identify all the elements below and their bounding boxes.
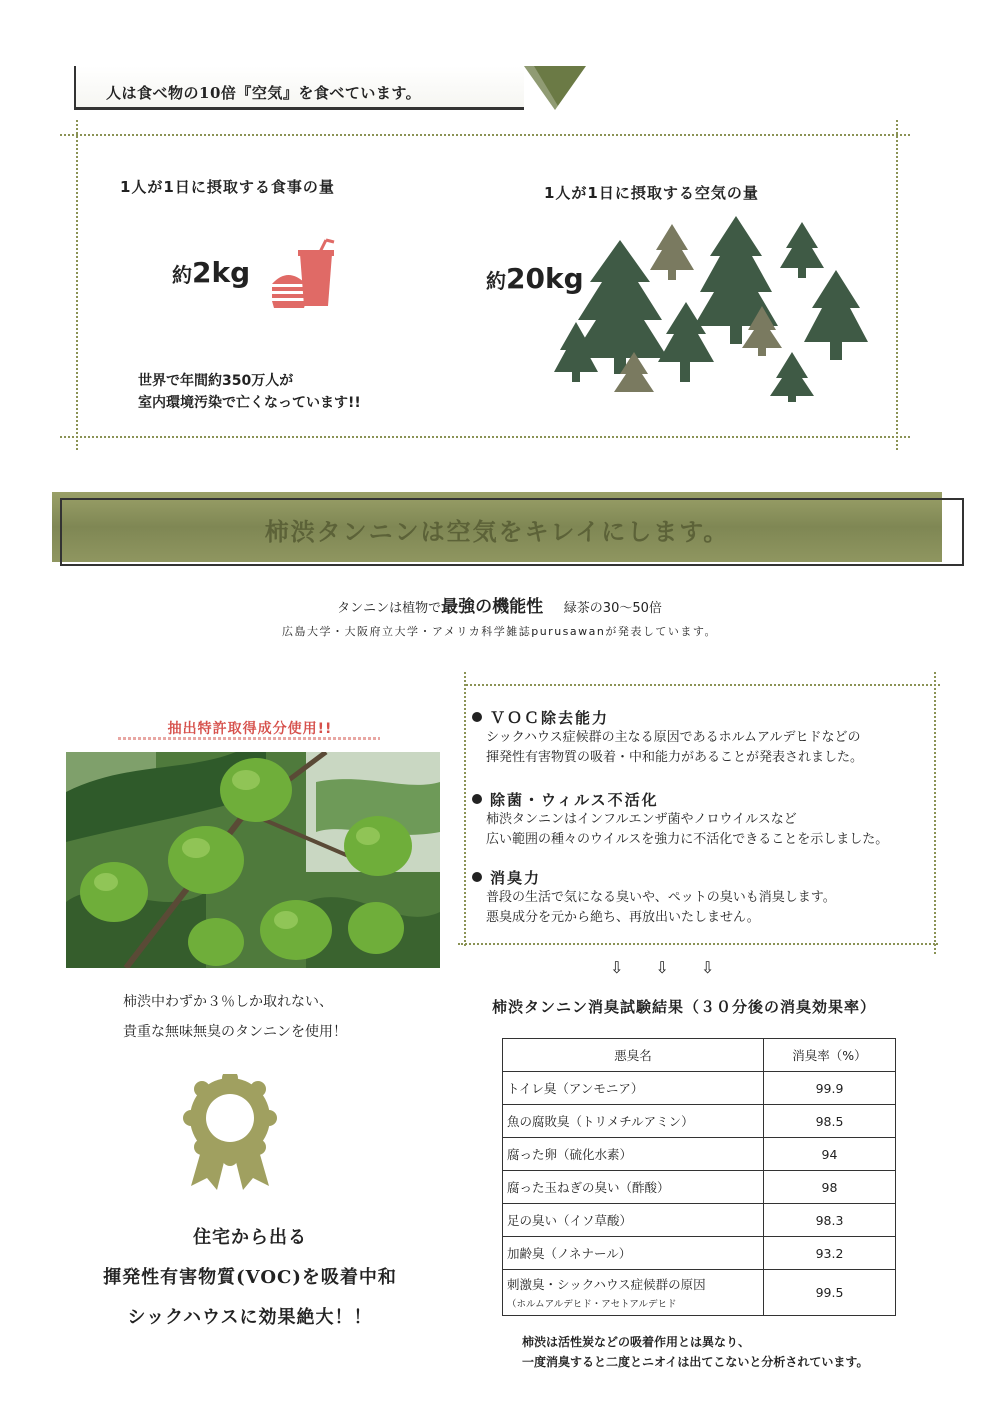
food-intake-label: 1人が1日に摂取する食事の量: [120, 178, 335, 196]
food-amount-value: 2kg: [192, 256, 251, 289]
feature-deodorize: [472, 868, 836, 928]
tagline: [0, 592, 999, 617]
table-row: [503, 1138, 896, 1171]
feature-antivirus: [472, 790, 888, 850]
tagline-part2: 緑茶の30～50倍: [563, 601, 662, 616]
forest-trees-icon: [550, 212, 880, 402]
air-intake-label: 1人が1日に摂取する空気の量: [544, 184, 759, 202]
table-header-odor: 悪臭名: [503, 1039, 764, 1072]
voc-message: [60, 1218, 440, 1338]
feature-voc-line1: シックハウス症候群の主なる原因であるホルムアルデヒドなどの: [486, 730, 861, 745]
bullet-icon: [472, 712, 482, 722]
feature-voc-line2: 揮発性有害物質の吸着・中和能力があることが発表されました。: [486, 750, 864, 765]
feature-deodorize-title: 消臭力: [490, 869, 542, 887]
odor-name: 加齢臭（ノネナール）: [503, 1237, 764, 1270]
voc-message-line1: 住宅から出る: [193, 1227, 307, 1248]
mortality-note-line1: 世界で年間約350万人が: [138, 373, 294, 389]
feature-deodorize-line2: 悪臭成分を元から絶ち、再放出いたしません。: [486, 910, 760, 925]
odor-rate: 99.9: [764, 1072, 896, 1105]
feature-antivirus-title: 除菌・ウィルス不活化: [490, 791, 659, 809]
table-row: [503, 1270, 896, 1316]
feature-antivirus-line1: 柿渋タンニンはインフルエンザ菌やノロウイルスなど: [486, 812, 797, 827]
mortality-note: [138, 370, 361, 414]
features-bottom-border: [458, 943, 938, 945]
header-title: 人は食べ物の10倍『空気』を食べています。: [106, 84, 422, 102]
table-row: [503, 1237, 896, 1270]
patent-underline: [118, 737, 380, 740]
tannin-note-line1: 柿渋中わずか３％しか取れない、: [123, 994, 333, 1010]
food-amount: [172, 256, 250, 289]
header-banner: [74, 66, 584, 114]
tannin-note-line2: 貴重な無味無臭のタンニンを使用！: [123, 1024, 347, 1040]
food-amount-prefix: 約: [172, 263, 192, 287]
bullet-icon: [472, 794, 482, 804]
air-amount-value: 20kg: [506, 262, 584, 295]
voc-message-line2: 揮発性有害物質(VOC)を吸着中和: [103, 1267, 397, 1288]
down-arrows-icon: ⇩⇩⇩: [610, 958, 747, 977]
feature-voc: [472, 708, 863, 768]
features-left-border: [464, 672, 466, 946]
odor-name-sub: （ホルムアルデヒド・アセトアルデヒド: [507, 1299, 677, 1310]
odor-rate: 94: [764, 1138, 896, 1171]
panel-bottom-border: [60, 436, 910, 438]
panel-left-border: [76, 120, 78, 450]
persimmon-image: [66, 752, 440, 968]
award-medal-icon: [183, 1074, 277, 1192]
air-amount-prefix: 約: [486, 269, 506, 293]
tannin-note: [123, 987, 347, 1047]
odor-rate: 99.5: [764, 1270, 896, 1316]
tagline-part1: タンニンは植物で: [337, 601, 442, 616]
odor-name: 腐った玉ねぎの臭い（酢酸）: [503, 1171, 764, 1204]
odor-name-cell: [503, 1270, 764, 1316]
odor-name: 腐った卵（硫化水素）: [503, 1138, 764, 1171]
panel-top-border: [60, 134, 910, 136]
panel-right-border: [896, 120, 898, 450]
odor-rate: 98.3: [764, 1204, 896, 1237]
odor-rate: 98: [764, 1171, 896, 1204]
patent-label: 抽出特許取得成分使用!!: [167, 721, 333, 737]
odor-rate: 93.2: [764, 1237, 896, 1270]
feature-antivirus-line2: 広い範囲の種々のウイルスを強力に不活化できることを示しました。: [486, 832, 889, 847]
test-results-title: 柿渋タンニン消臭試験結果（３０分後の消臭効果率）: [492, 998, 877, 1016]
section-title: 柿渋タンニンは空気をキレイにします。: [264, 517, 730, 546]
table-row: [503, 1072, 896, 1105]
deodorize-results-table: [502, 1038, 896, 1316]
mortality-note-line2: 室内環境汚染で亡くなっています!!: [138, 395, 361, 411]
feature-voc-title: ＶＯＣ除去能力: [490, 709, 610, 727]
table-header-row: [503, 1039, 896, 1072]
persimmon-photo: [66, 752, 440, 968]
features-top-border: [466, 684, 940, 686]
bullet-icon: [472, 872, 482, 882]
odor-name: 魚の腐敗臭（トリメチルアミン）: [503, 1105, 764, 1138]
features-right-border: [934, 672, 936, 954]
source-note: 広島大学・大阪府立大学・アメリカ科学雑誌purusawanが発表しています。: [282, 625, 717, 638]
odor-name: 刺激臭・シックハウス症候群の原因: [507, 1277, 706, 1292]
odor-rate: 98.5: [764, 1105, 896, 1138]
table-note-line2: 一度消臭すると二度とニオイは出てこないと分析されています。: [522, 1355, 869, 1369]
table-row: [503, 1204, 896, 1237]
table-header-rate: 消臭率（%）: [764, 1039, 896, 1072]
tagline-strong: 最強の機能性: [441, 597, 544, 617]
table-note-line1: 柿渋は活性炭などの吸着作用とは異なり、: [522, 1335, 751, 1349]
table-row: [503, 1171, 896, 1204]
voc-message-line3: シックハウスに効果絶大！！: [127, 1307, 373, 1328]
fast-food-icon: [270, 238, 336, 312]
table-row: [503, 1105, 896, 1138]
odor-name: トイレ臭（アンモニア）: [503, 1072, 764, 1105]
triangle-decoration-icon: [524, 66, 586, 114]
section-banner: [52, 492, 964, 566]
feature-deodorize-line1: 普段の生活で気になる臭いや、ペットの臭いも消臭します。: [486, 890, 836, 905]
table-note: [522, 1332, 868, 1372]
odor-name: 足の臭い（イソ草酸）: [503, 1204, 764, 1237]
